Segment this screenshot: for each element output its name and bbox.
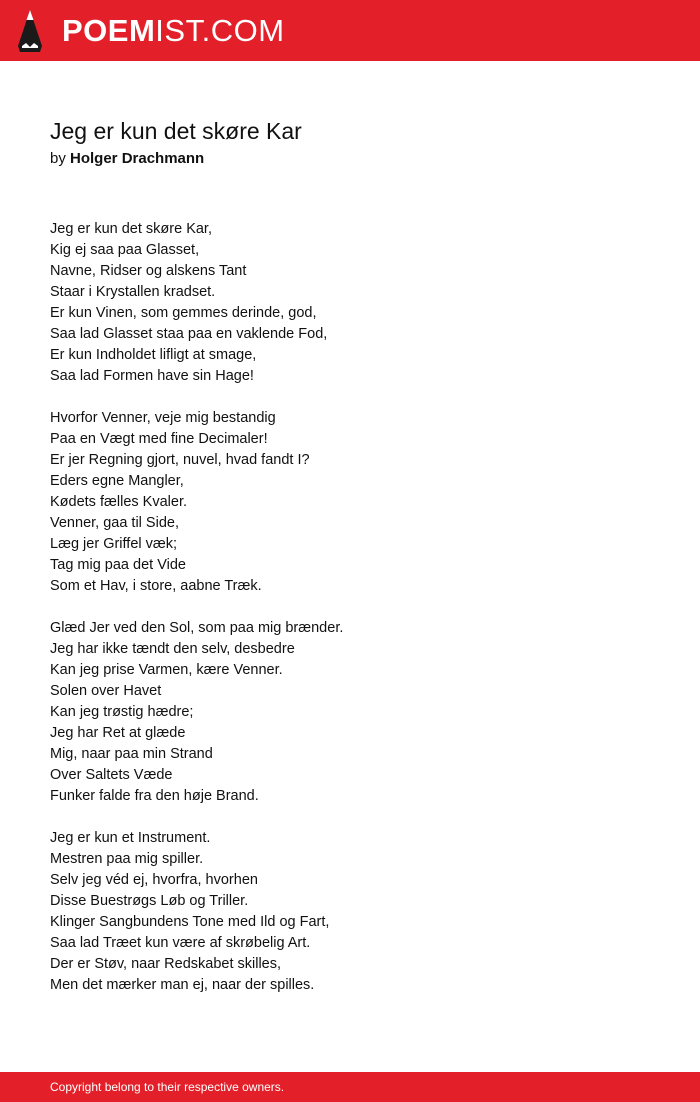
poem-line: Navne, Ridser og alskens Tant	[50, 263, 247, 279]
poem-line: Disse Buestrøgs Løb og Triller.	[50, 893, 249, 909]
poem-line: Glæd Jer ved den Sol, som paa mig brænder.	[50, 620, 344, 636]
poem-stanza	[50, 219, 650, 387]
site-header	[0, 0, 700, 61]
poem-stanza	[50, 828, 650, 996]
poem-line: Er kun Vinen, som gemmes derinde, god,	[50, 305, 317, 321]
poem-line: Tag mig paa det Vide	[50, 557, 186, 573]
brand-bold: POEM	[62, 13, 156, 48]
poem-line: Saa lad Glasset staa paa en vaklende Fod,	[50, 326, 328, 342]
poem-line: Læg jer Griffel væk;	[50, 536, 178, 552]
poem-stanza	[50, 408, 650, 597]
poem-line: Som et Hav, i store, aabne Træk.	[50, 578, 262, 594]
author-name: Holger Drachmann	[70, 150, 205, 167]
poem-line: Jeg har Ret at glæde	[50, 725, 186, 741]
brand-light: IST.COM	[155, 13, 285, 48]
poem-line: Saa lad Træet kun være af skrøbelig Art.	[50, 935, 311, 951]
copyright-text: Copyright belong to their respective owners.	[50, 1080, 285, 1094]
poem-line: Saa lad Formen have sin Hage!	[50, 368, 254, 384]
poem-line: Jeg er kun et Instrument.	[50, 830, 211, 846]
poem-line: Hvorfor Venner, veje mig bestandig	[50, 410, 276, 426]
poem-line: Kig ej saa paa Glasset,	[50, 242, 200, 258]
poem-line: Funker falde fra den høje Brand.	[50, 788, 259, 804]
site-logo-text[interactable]	[62, 11, 285, 51]
poem-line: Paa en Vægt med fine Decimaler!	[50, 431, 268, 447]
poem-line: Staar i Krystallen kradset.	[50, 284, 216, 300]
poem-line: Der er Støv, naar Redskabet skilles,	[50, 956, 282, 972]
poem-line: Jeg har ikke tændt den selv, desbedre	[50, 641, 295, 657]
poem-line: Er kun Indholdet lifligt at smage,	[50, 347, 257, 363]
poem-body	[50, 219, 650, 1017]
poem-line: Mestren paa mig spiller.	[50, 851, 204, 867]
poem-line: Eders egne Mangler,	[50, 473, 184, 489]
by-label: by	[50, 150, 66, 167]
poem-title: Jeg er kun det skøre Kar	[50, 118, 302, 144]
site-footer	[0, 1072, 700, 1102]
poem-line: Klinger Sangbundens Tone med Ild og Fart,	[50, 914, 330, 930]
poem-line: Venner, gaa til Side,	[50, 515, 179, 531]
poem-line: Kan jeg trøstig hædre;	[50, 704, 194, 720]
pencil-mountain-icon[interactable]	[18, 10, 42, 52]
poem-line: Kødets fælles Kvaler.	[50, 494, 187, 510]
poem-line: Mig, naar paa min Strand	[50, 746, 213, 762]
byline	[50, 148, 204, 169]
poem-line: Kan jeg prise Varmen, kære Venner.	[50, 662, 283, 678]
poem-line: Jeg er kun det skøre Kar,	[50, 221, 212, 237]
poem-line: Over Saltets Væde	[50, 767, 173, 783]
poem-line: Selv jeg véd ej, hvorfra, hvorhen	[50, 872, 258, 888]
poem-stanza	[50, 618, 650, 807]
poem-line: Men det mærker man ej, naar der spilles.	[50, 977, 315, 993]
poem-line: Er jer Regning gjort, nuvel, hvad fandt I?	[50, 452, 310, 468]
poem-line: Solen over Havet	[50, 683, 162, 699]
